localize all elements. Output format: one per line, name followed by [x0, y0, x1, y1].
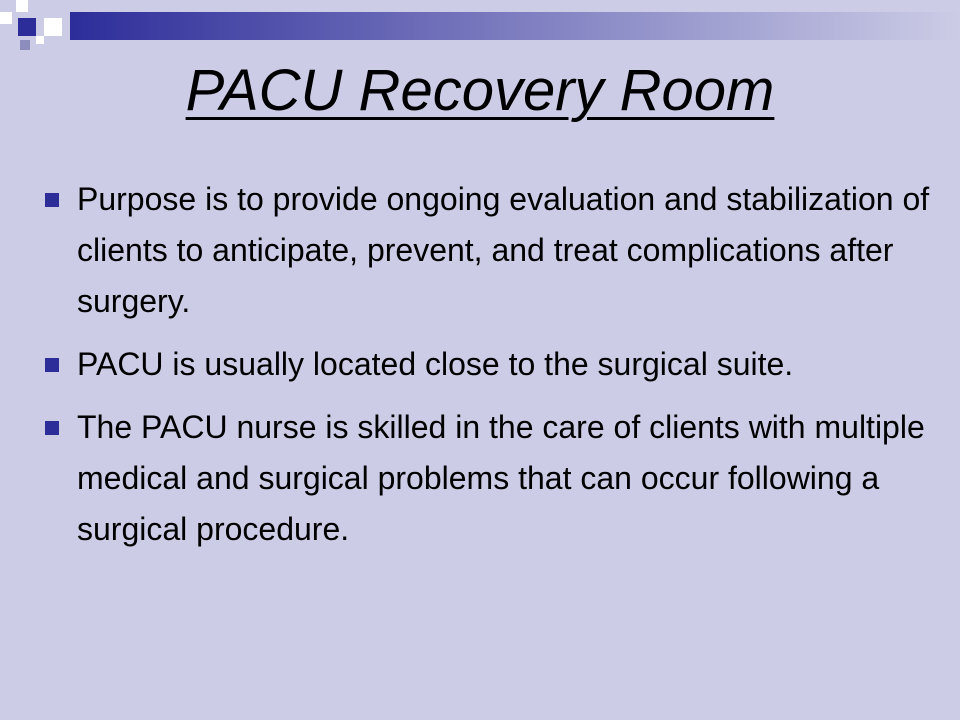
slide-title-text: PACU Recovery Room: [185, 58, 775, 123]
bullet-text: PACU is usually located close to the surgical suite.: [77, 346, 794, 382]
bullet-text: The PACU nurse is skilled in the care of clients with multiple medical and surgical problems that can occur following a surgical procedure.: [77, 409, 925, 547]
bullet-item: [0, 174, 960, 327]
slide-title: [0, 50, 960, 132]
square-bullet-icon: [45, 193, 59, 207]
bullet-item: [0, 402, 960, 555]
bullet-list: [0, 174, 960, 567]
bullet-text: Purpose is to provide ongoing evaluation and stabilization of clients to anticipate, prevent, and treat complications after surgery.: [77, 181, 930, 319]
square-bullet-icon: [45, 358, 59, 372]
square-bullet-icon: [45, 421, 59, 435]
bullet-item: [0, 339, 960, 390]
